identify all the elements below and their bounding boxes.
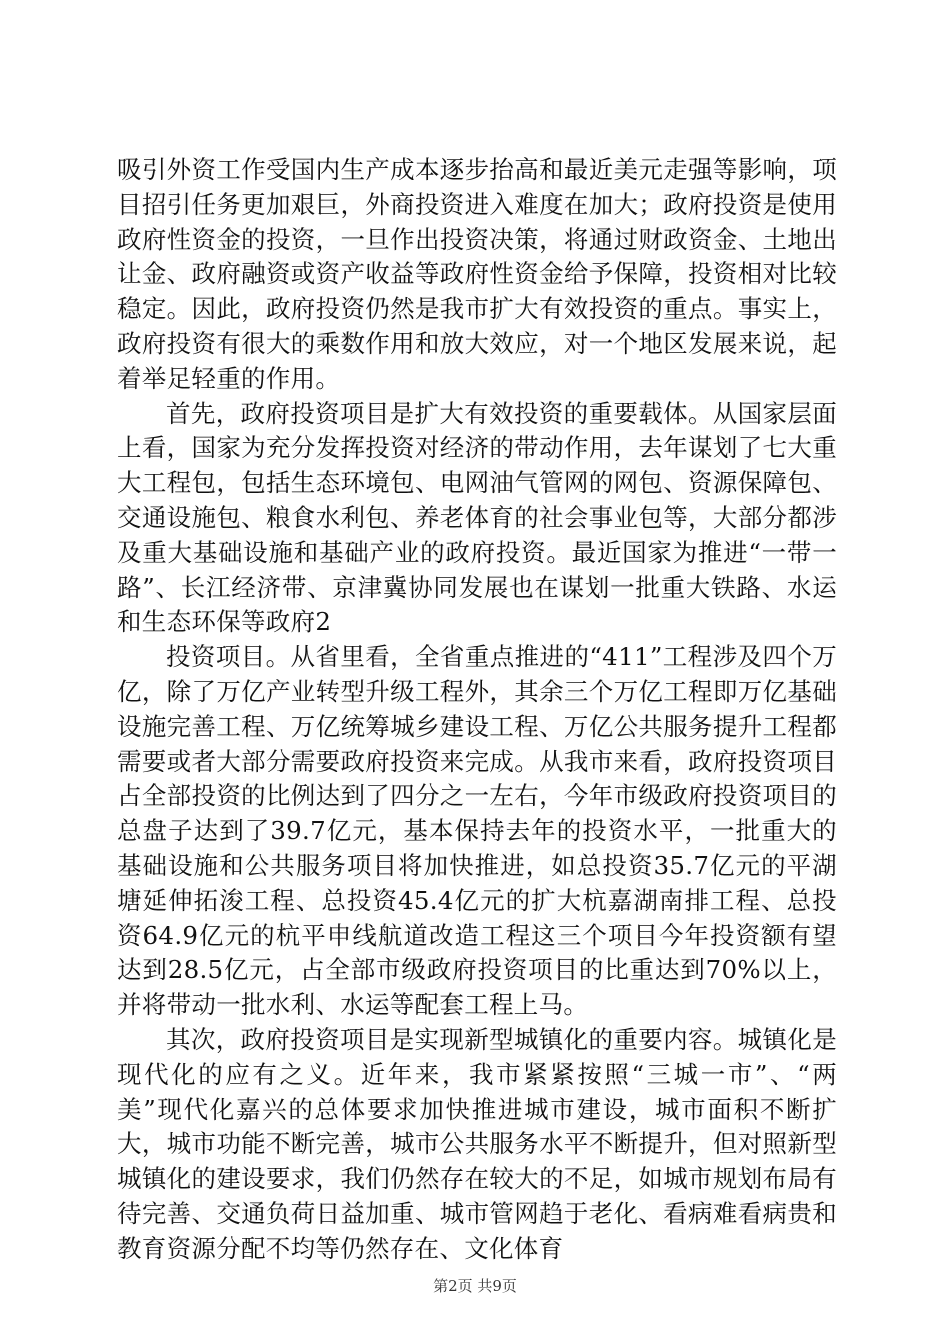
paragraph-3: 投资项目。从省里看，全省重点推进的“411”工程涉及四个万亿，除了万亿产业转型升级工程外，其余三个万亿工程即万亿基础设施完善工程、万亿统筹城乡建设工程、万亿公共服务提升工程都需要或者大部分需要政府投资来完成。从我市来看，政府投资项目占全部投资的比例达到了四分之一左右，今年市级政府投资项目的总盘子达到了39.7亿元，基本保持去年的投资水平，一批重大的基础设施和公共服务项目将加快推进，如总投资35.7亿元的平湖塘延伸拓浚工程、总投资45.4亿元的扩大杭嘉湖南排工程、总投资64.9亿元的杭平申线航道改造工程这三个项目今年投资额有望达到28.5亿元，占全部市级政府投资项目的比重达到70%以上，并将带动一批水利、水运等配套工程上马。 bbox=[117, 642, 837, 1020]
paragraph-4: 其次，政府投资项目是实现新型城镇化的重要内容。城镇化是现代化的应有之义。近年来，我市紧紧按照“三城一市”、“两美”现代化嘉兴的总体要求加快推进城市建设，城市面积不断扩大，城市功能不断完善，城市公共服务水平不断提升，但对照新型城镇化的建设要求，我们仍然存在较大的不足，如城市规划布局有待完善、交通负荷日益加重、城市管网趋于老化、看病难看病贵和教育资源分配不均等仍然存在、文化体育 bbox=[117, 1024, 838, 1263]
page-footer: 第2页 共9页 bbox=[433, 1277, 517, 1295]
document-body bbox=[117, 153, 837, 1267]
paragraph-2: 首先，政府投资项目是扩大有效投资的重要载体。从国家层面上看，国家为充分发挥投资对经济的带动作用，去年谋划了七大重大工程包，包括生态环境包、电网油气管网的网包、资源保障包、交通设施包、粮食水利包、养老体育的社会事业包等，大部分都涉及重大基础设施和基础产业的政府投资。最近国家为推进“一带一路”、长江经济带、京津冀协同发展也在谋划一批重大铁路、水运和生态环保等政府2 bbox=[117, 398, 837, 637]
paragraph-1: 吸引外资工作受国内生产成本逐步抬高和最近美元走强等影响，项目招引任务更加艰巨，外商投资进入难度在加大；政府投资是使用政府性资金的投资，一旦作出投资决策，将通过财政资金、土地出让金、政府融资或资产收益等政府性资金给予保障，投资相对比较稳定。因此，政府投资仍然是我市扩大有效投资的重点。事实上，政府投资有很大的乘数作用和放大效应，对一个地区发展来说，起着举足轻重的作用。 bbox=[117, 155, 837, 393]
